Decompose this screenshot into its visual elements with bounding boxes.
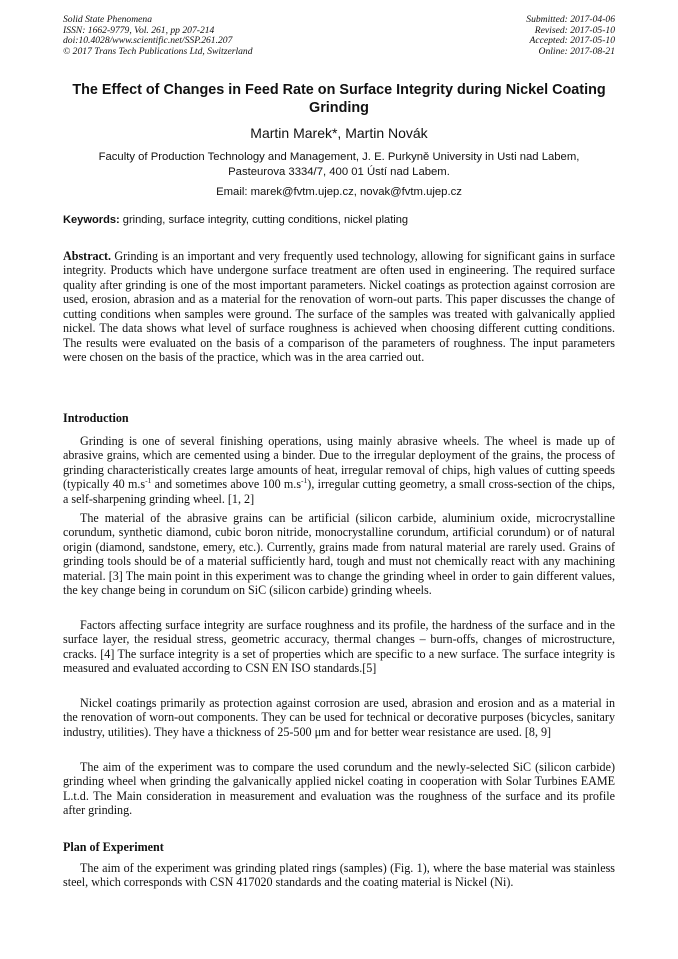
intro-p1-part-c: ), irregular cutting geometry, a small cross-section of the chips, a self-sharpening grinding wheel. [1, 2] bbox=[63, 477, 615, 506]
paper-title: The Effect of Changes in Feed Rate on Surface Integrity during Nickel Coating Grinding bbox=[72, 82, 606, 116]
abstract-label: Abstract. bbox=[63, 249, 112, 263]
doi: doi:10.4028/www.scientific.net/SSP.261.207 bbox=[63, 35, 233, 47]
copyright: © 2017 Trans Tech Publications Ltd, Switzerland bbox=[63, 46, 253, 58]
intro-paragraph-1 bbox=[63, 434, 615, 506]
intro-paragraph-4: Nickel coatings primarily as protection against corrosion are used, abrasion and erosion and as a material in the renovation of worn-out components. They can be used for technical or decorative purposes (bicycles, sanitary industry, utilities). They have a thickness of 25-500 μm and for better wear resistance are used. [8, 9] bbox=[63, 696, 615, 739]
introduction-heading: Introduction bbox=[63, 411, 129, 425]
online-date: Online: 2017-08-21 bbox=[538, 46, 615, 58]
submitted-date: Submitted: 2017-04-06 bbox=[526, 14, 615, 25]
authors: Martin Marek*, Martin Novák bbox=[250, 125, 428, 141]
plan-paragraph-1: The aim of the experiment was grinding plated rings (samples) (Fig. 1), where the base material was stainless steel, which corresponds with CSN 417020 standards and the coating material is Nickel (Ni). bbox=[63, 861, 615, 890]
affiliation-line-1: Faculty of Production Technology and Management, J. E. Purkyně University in Usti nad Labem, bbox=[98, 151, 580, 163]
intro-p1-part-a: Grinding is one of several finishing operations, using mainly abrasive wheels. The wheel is made up of abrasive grains, which are cemented using a binder. Due to the irregular deployment of the grains, the process of grinding characteristically creates large amounts of heat, irregular removal of chips, high values of cutting speeds (typically 40 m.s bbox=[63, 434, 615, 492]
affiliation-line-2: Pasteurova 3334/7, 400 01 Ústí nad Labem. bbox=[228, 165, 450, 178]
accepted-date: Accepted: 2017-05-10 bbox=[529, 35, 615, 47]
journal-info bbox=[63, 15, 253, 58]
abstract bbox=[63, 249, 615, 365]
affiliation bbox=[68, 150, 610, 179]
superscript: -1 bbox=[145, 476, 152, 486]
intro-paragraph-2: The material of the abrasive grains can be artificial (silicon carbide, aluminium oxide, microcrystalline corundum, synthetic diamond, cubic boron nitride, monocrystalline corundum, artificial corundum) or of natural origin (diamond, sandstone, emery, etc.). Currently, grains made from natural material are rarely used. Grains of grinding tools should be of a material sufficiently hard, tough and must not chemically react with any machining material. [3] The main point in this experiment was to change the grinding wheel in order to gain different values, the key change being in corundum on SiC (silicon carbide) grinding wheels. bbox=[63, 511, 615, 598]
keywords-text: grinding, surface integrity, cutting conditions, nickel plating bbox=[119, 214, 409, 226]
keywords bbox=[63, 213, 408, 227]
author-emails: Email: marek@fvtm.ujep.cz, novak@fvtm.ujep.cz bbox=[216, 186, 462, 198]
keywords-label: Keywords: bbox=[63, 214, 120, 226]
intro-paragraph-3: Factors affecting surface integrity are surface roughness and its profile, the hardness of the surface and in the surface layer, the residual stress, geometric accuracy, thermal changes – burn-offs, changes of microstructure, cracks. [4] The surface integrity is a set of properties which are specific to a new surface. The surface integrity is measured and evaluated according to CSN EN ISO standards.[5] bbox=[63, 618, 615, 676]
intro-paragraph-5: The aim of the experiment was to compare the used corundum and the newly-selected SiC (silicon carbide) grinding wheel when grinding the galvanically applied nickel coating in cooperation with Solar Turbines EAME L.t.d. The Main consideration in measurement and evaluation was the roughness of the surface and its profile after grinding. bbox=[63, 760, 615, 818]
journal-name: Solid State Phenomena bbox=[63, 14, 152, 25]
superscript: -1 bbox=[301, 476, 308, 486]
intro-p1-part-b: and sometimes above 100 m.s bbox=[151, 477, 302, 492]
issn: ISSN: 1662-9779, Vol. 261, pp 207-214 bbox=[63, 24, 215, 36]
publication-dates bbox=[526, 15, 615, 58]
plan-of-experiment-heading: Plan of Experiment bbox=[63, 840, 164, 854]
abstract-text: Grinding is an important and very frequently used technology, allowing for significant gains in surface integrity. Products which have undergone surface treatment are often used in engineering. The required surface quality after grinding is one of the most important parameters. Nickel coatings as protection against corrosion are used, erosion, abrasion and as a material for the renovation of worn-out parts. This paper discusses the change of cutting conditions when samples were ground. The surface of the samples was treated with galvanically applied nickel. The data shows what level of surface roughness is achieved when choosing different cutting conditions. The results were evaluated on the basis of a comparison of the parameters of roughness. The input parameters were chosen on the basis of the practice, which was in the area carried out. bbox=[63, 249, 615, 365]
revised-date: Revised: 2017-05-10 bbox=[534, 24, 615, 36]
